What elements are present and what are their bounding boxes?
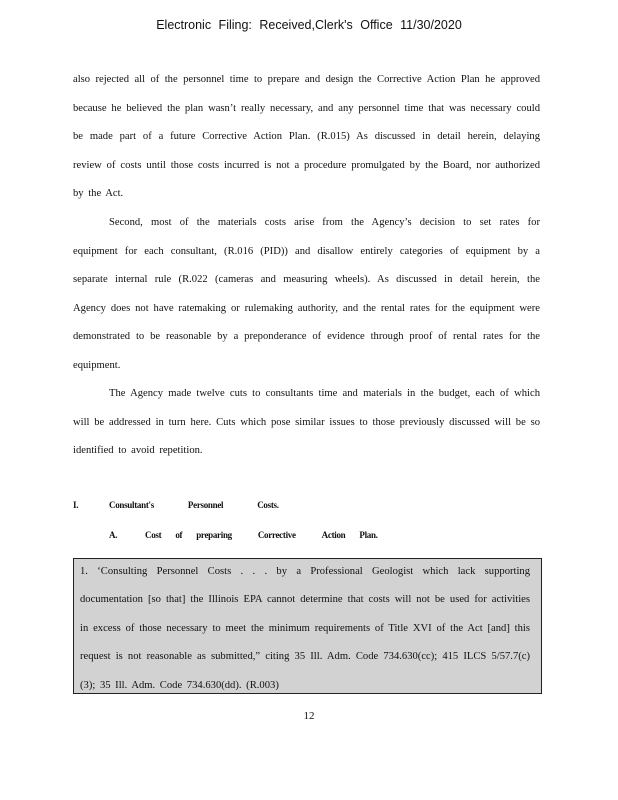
heading-word: Corrective <box>257 530 296 540</box>
heading-word: Action <box>321 530 346 540</box>
paragraph-continued <box>73 66 540 209</box>
section-heading <box>73 500 313 510</box>
heading-word: Costs. <box>257 500 279 510</box>
quoted-cut-box <box>73 558 542 694</box>
heading-word: of <box>175 530 183 540</box>
heading-word: Personnel <box>187 500 224 510</box>
paragraph-second <box>73 209 540 380</box>
page-number: 12 <box>303 710 315 722</box>
paragraph-third <box>73 380 540 466</box>
heading-word: preparing <box>196 530 232 540</box>
filing-header: Electronic Filing: Received,Clerk's Office 11/30/2020 <box>156 18 462 32</box>
paragraph-text: Second, most of the materials costs arise from the Agency’s decision to set rates for equipment for each consultant, (R.016 (PID)) and disallow entirely categories of equipment by a separate internal rule (R.022 (cameras and measuring wheels). As discussed in detail herein, the Agency does not have ratemaking or rulemaking authority, and the rental rates for the equipment were demonstrated to be reasonable by a preponderance of evidence through proof of rental rates for the equipment. <box>73 217 540 371</box>
paragraph-text: The Agency made twelve cuts to consultants time and materials in the budget, each of which will be addressed in turn here. Cuts which pose similar issues to those previously discussed will be so identified to avoid repetition. <box>73 388 540 456</box>
section-number: I. <box>73 500 79 510</box>
quoted-cut-text: 1. ‘Consulting Personnel Costs . . . by a Professional Geologist which lack supporting documentation [so that] the Illinois EPA cannot determine that costs will not be used for activities in excess of those necessary to meet the minimum requirements of Title XVI of the Act [and] this request is not reasonable as submitted,” citing 35 Ill. Adm. Code 734.630(cc); 415 ILCS 5/57.7(c)(3); 35 Ill. Adm. Code 734.630(dd). (R.003) <box>80 566 530 691</box>
heading-word: Consultant's <box>109 500 154 510</box>
paragraph-text: also rejected all of the personnel time to prepare and design the Corrective Action Plan he approved because he believed the plan wasn’t really necessary, and any personnel time that was necessary could be made part of a future Corrective Action Plan. (R.015) As discussed in detail herein, delaying review of costs until those costs incurred is not a procedure promulgated by the Board, nor authorized by the Act. <box>73 74 540 199</box>
heading-word: Plan. <box>359 530 378 540</box>
subsection-number: A. <box>109 530 118 540</box>
subsection-heading <box>109 530 392 540</box>
heading-word: Cost <box>145 530 162 540</box>
